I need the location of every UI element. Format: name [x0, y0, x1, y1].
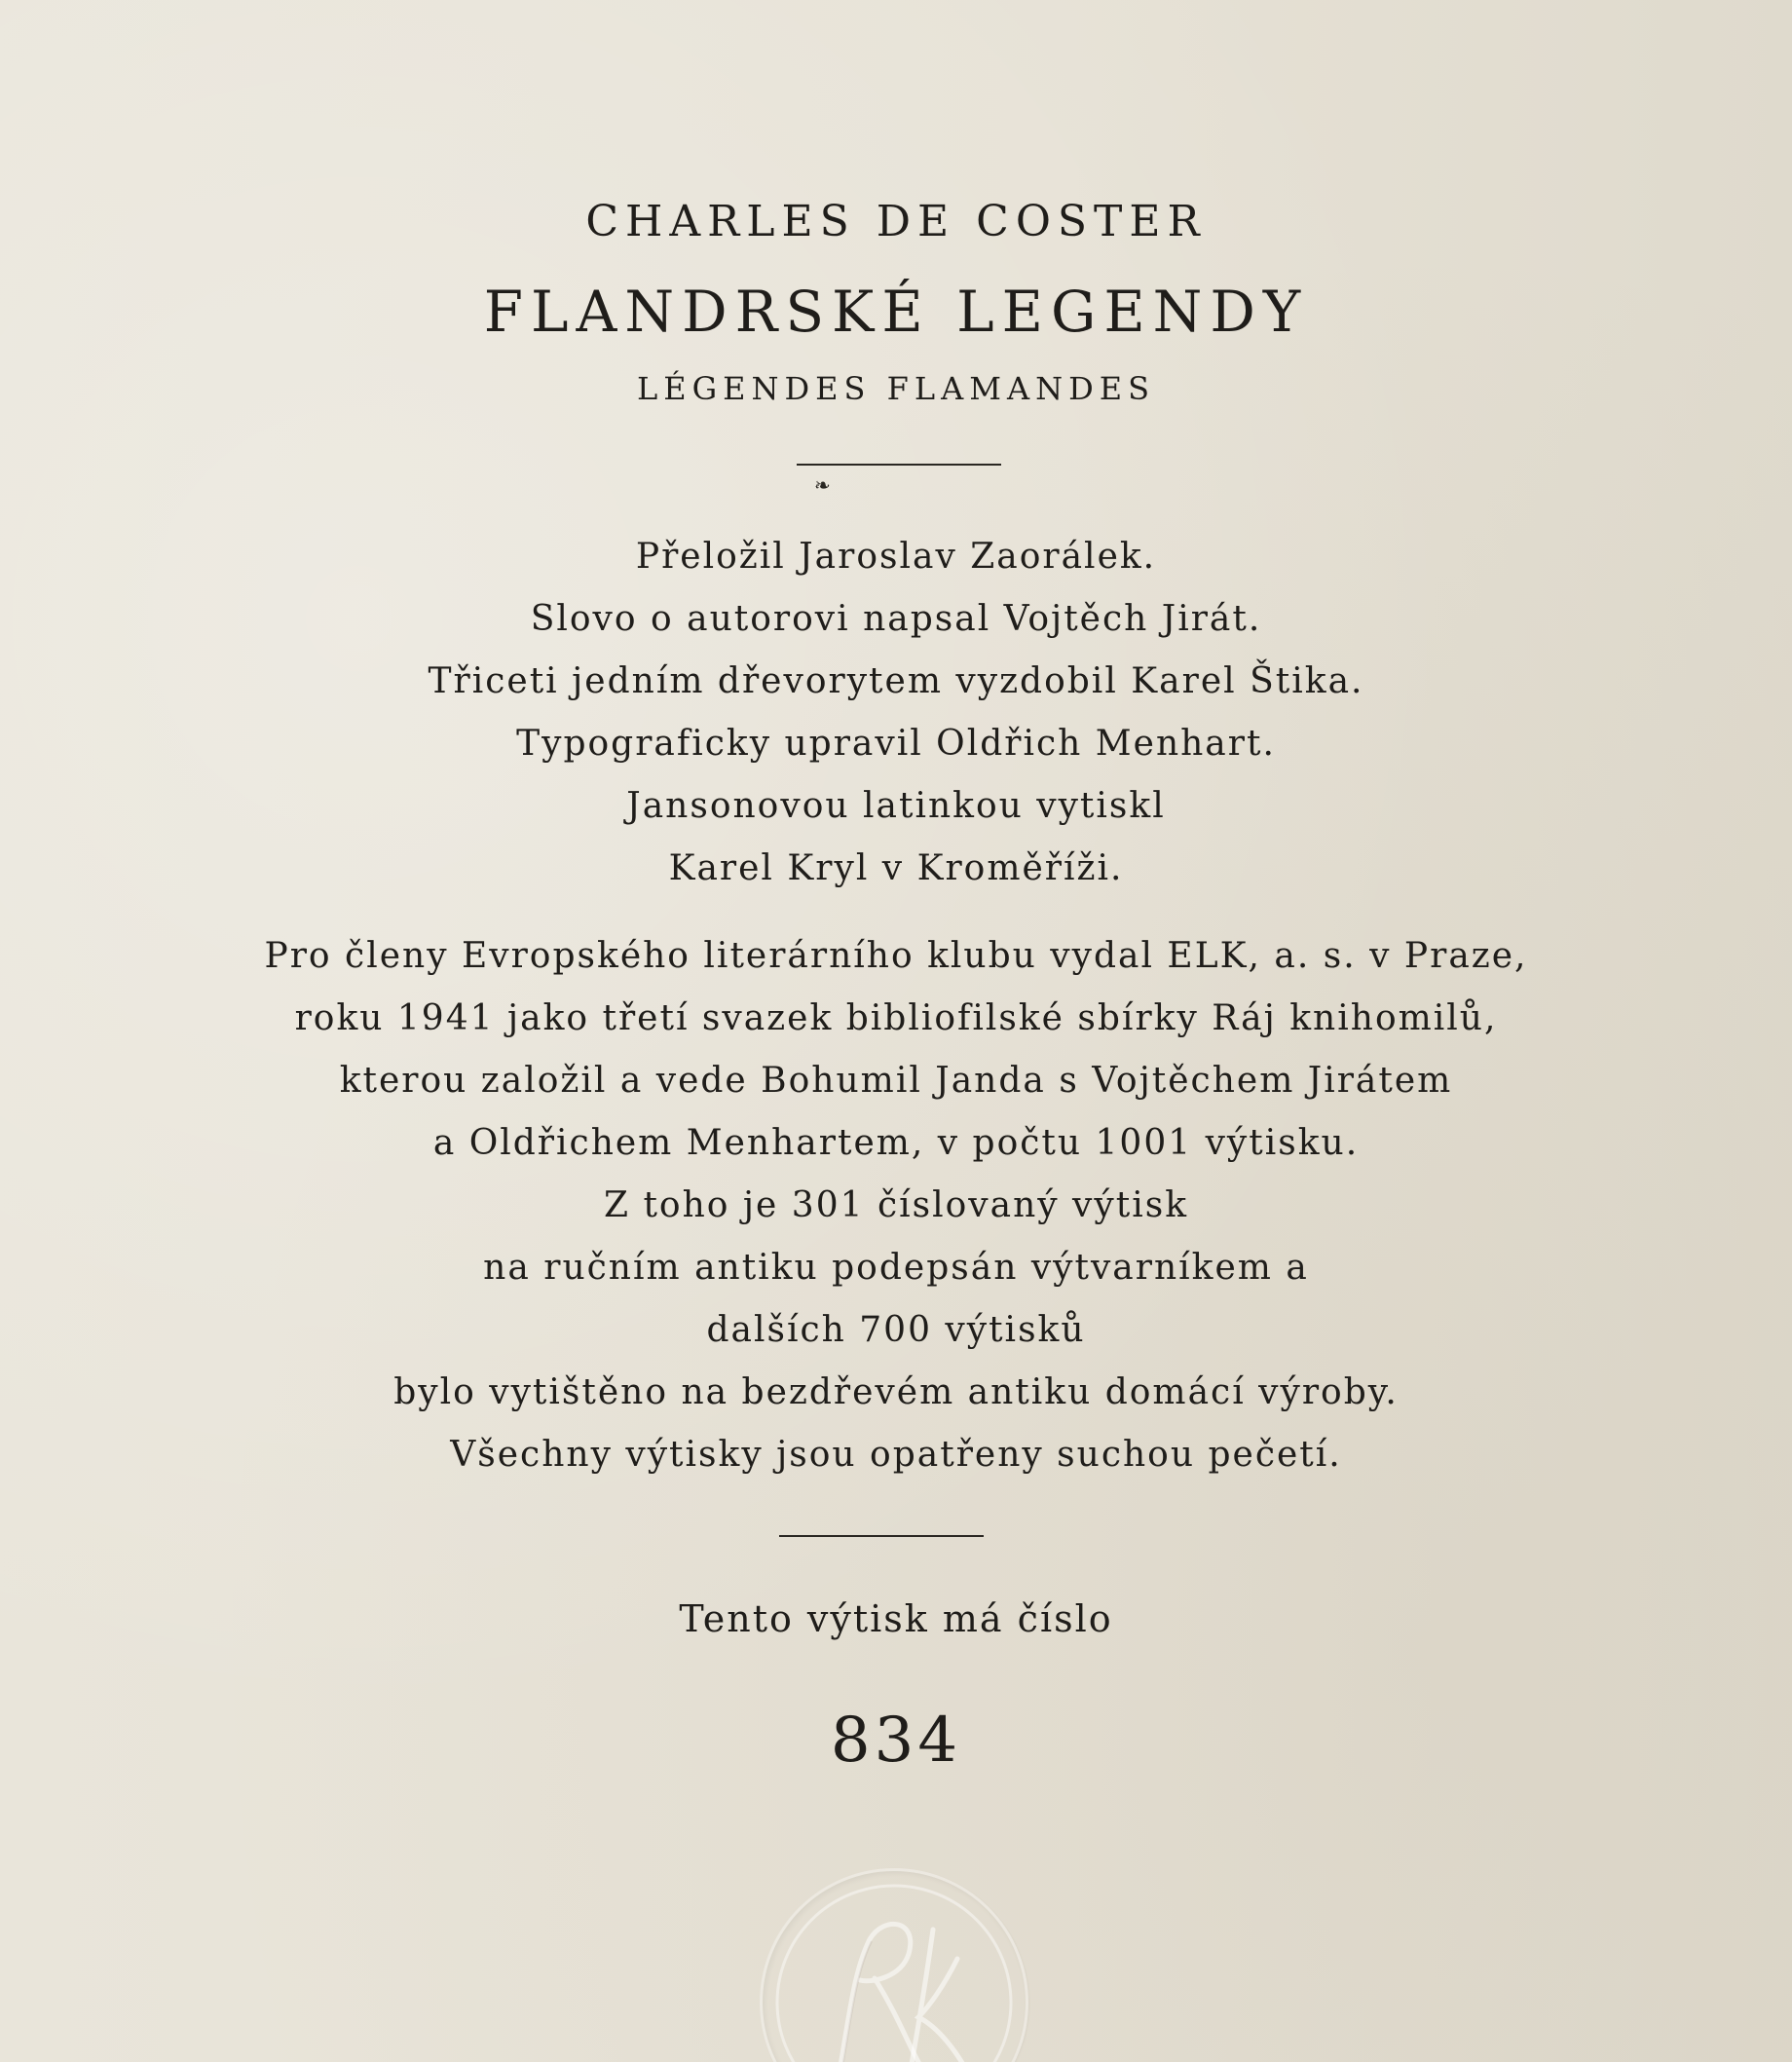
publication-line: bylo vytištěno na bezdřevém antiku domácí výroby. — [393, 1372, 1399, 1412]
book-title: FLANDRSKÉ LEGENDY — [483, 279, 1309, 345]
publication-line: dalších 700 výtisků — [706, 1310, 1086, 1350]
credit-line: Přeložil Jaroslav Zaorálek. — [635, 537, 1157, 577]
divider-top — [797, 464, 1001, 466]
credit-line: Třiceti jedním dřevorytem vyzdobil Karel Štika. — [428, 661, 1364, 701]
ornament-mark: ❧ — [814, 473, 831, 497]
publication-line: a Oldřichem Menhartem, v počtu 1001 výtisku. — [432, 1123, 1360, 1163]
dry-seal-emboss — [760, 1868, 1028, 2062]
publication-line: Všechny výtisky jsou opatřeny suchou pečetí. — [450, 1435, 1342, 1475]
seal-monogram-icon — [763, 1871, 1026, 2062]
credit-line: Slovo o autorovi napsal Vojtěch Jirát. — [530, 599, 1262, 639]
publication-line: roku 1941 jako třetí svazek bibliofilské sbírky Ráj knihomilů, — [294, 998, 1498, 1038]
copy-number: 834 — [830, 1705, 962, 1777]
publication-line: kterou založil a vede Bohumil Janda s Vojtěchem Jirátem — [339, 1061, 1453, 1101]
credit-line: Typograficky upravil Oldřich Menhart. — [516, 724, 1276, 764]
publication-line: Pro členy Evropského literárního klubu vydal ELK, a. s. v Praze, — [264, 936, 1528, 976]
copy-number-label: Tento výtisk má číslo — [679, 1597, 1113, 1640]
publication-line: Z toho je 301 číslovaný výtisk — [603, 1185, 1189, 1225]
credit-line: Jansonovou latinkou vytiskl — [626, 786, 1166, 826]
credits-list — [0, 526, 1792, 900]
publication-line: na ručním antiku podepsán výtvarníkem a — [483, 1248, 1309, 1288]
credit-line: Karel Kryl v Kroměříži. — [668, 848, 1124, 888]
publication-note — [0, 925, 1792, 1486]
original-title: LÉGENDES FLAMANDES — [636, 370, 1155, 407]
author-name: CHARLES DE COSTER — [585, 197, 1207, 246]
divider-bottom — [779, 1535, 984, 1537]
